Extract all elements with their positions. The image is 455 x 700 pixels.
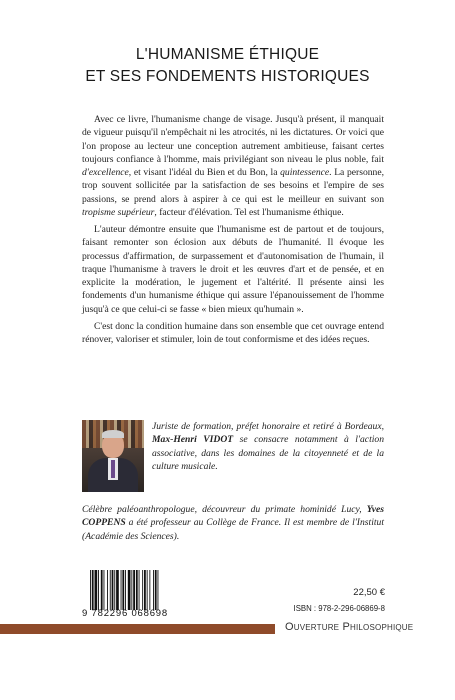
blurb-paragraph-2: L'auteur démontre ensuite que l'humanisme est de partout et de toujours, faisant remonter son éclosion aux débuts de l'humanité. Il évoque les processus d'affirmation, de surpassement et d'autonomisation de l'humain, il traque l'humanisme à travers le droit et les œuvres d'art et de pensée, et en explicite la modération, le jugement et l'altérité. Il présente ainsi les fondements d'un humanisme éthique qui assure l'épanouissement de l'homme jusqu'à ce que celui-ci se fasse « bien mieux qu'humain ». — [82, 224, 384, 315]
barcode-bar — [153, 570, 154, 610]
barcode-bar — [131, 570, 132, 610]
barcode-bar — [110, 570, 111, 610]
text-run: a été professeur au Collège de France. Il est membre de l'Institut (Académie des Sciences). — [82, 517, 384, 542]
barcode-bar — [149, 570, 150, 610]
text-run: se consacre notamment à l'action associative, dans les domaines de la citoyenneté et de la culture musicale. — [152, 434, 384, 472]
text-run: Célèbre paléoanthropologue, découvreur du primate hominidé Lucy, — [82, 504, 367, 515]
blurb-paragraph-1 — [82, 113, 384, 219]
barcode-bar — [98, 570, 99, 610]
barcode-bar — [121, 570, 122, 610]
text-run: . La personne, trop souvent sollicitée par la satisfaction de ses besoins et l'empire de ses passions, se prend alors à aspirer à ce qui est le meilleur en suivant son — [82, 167, 384, 205]
book-title — [0, 44, 455, 88]
barcode-bar — [128, 570, 131, 610]
text-run: , et visant l'idéal du Bien et du Bon, la — [128, 167, 281, 178]
barcode-bar — [116, 570, 119, 610]
emphasis: quintessence — [280, 167, 330, 178]
barcode-bar — [144, 570, 146, 610]
barcode-bar — [114, 570, 115, 610]
barcode-bar — [122, 570, 124, 610]
text-run: Juriste de formation, préfet honoraire et retiré à Bordeaux, — [152, 421, 384, 432]
barcode-bar — [142, 570, 143, 610]
preface-author-name: Yves COPPENS — [82, 504, 384, 529]
isbn: ISBN : 978-2-296-06869-8 — [293, 604, 385, 613]
title-line-1: L'HUMANISME ÉTHIQUE — [135, 46, 320, 63]
barcode-bar — [101, 570, 103, 610]
barcode-bar — [104, 570, 105, 610]
barcode-bar — [136, 570, 138, 610]
author-photo — [82, 420, 144, 492]
author-name: Max-Henri VIDOT — [152, 434, 234, 446]
title-line-2: ET SES FONDEMENTS HISTORIQUES — [85, 68, 370, 85]
preface-bio — [82, 503, 384, 543]
collection-band — [0, 624, 275, 634]
barcode-bar — [112, 570, 114, 610]
collection-name: Ouverture Philosophique — [285, 621, 414, 633]
blurb-paragraph-3: C'est donc la condition humaine dans son ensemble que cet ouvrage entend rénover, valoriser et stimuler, loin de tout conformisme et des idées reçues. — [82, 320, 384, 345]
barcode-bar — [92, 570, 94, 610]
author-bio — [152, 420, 384, 473]
barcode-bar — [139, 570, 140, 610]
barcode-bar — [125, 570, 126, 610]
emphasis: d'excellence — [82, 167, 129, 178]
text-run: Avec ce livre, l'humanisme change de visage. Jusqu'à présent, il manquait de vigueur puisqu'il n'empêchait ni les atrocités, ni les dictatures. Or voici que l'on propose au lecteur une conception autrement ambitieuse, faisant certes toujours confiance à l'homme, mais privilégiant son niveau le plus noble, fait — [82, 114, 384, 165]
barcode-bar — [155, 570, 157, 610]
barcode-bar — [107, 570, 108, 610]
price: 22,50 € — [353, 587, 385, 598]
text-run: , facteur d'élévation. Tel est l'humanisme éthique. — [154, 206, 344, 218]
emphasis: tropisme supérieur — [82, 206, 155, 218]
barcode-icon — [88, 570, 184, 610]
barcode-bar — [95, 570, 98, 610]
blurb — [82, 113, 384, 350]
barcode-bar — [158, 570, 159, 610]
barcode-bar — [147, 570, 148, 610]
tie — [111, 460, 115, 478]
hair — [102, 430, 124, 438]
barcode-number: 9 782296 068698 — [82, 608, 168, 619]
barcode-bar — [133, 570, 135, 610]
barcode-bar — [90, 570, 91, 610]
